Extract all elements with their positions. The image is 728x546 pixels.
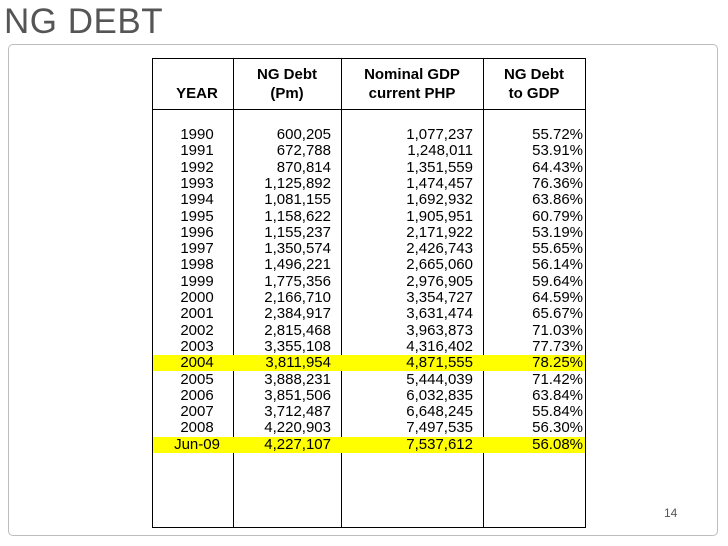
cell-debt-to-gdp: 64.43% bbox=[532, 158, 583, 176]
cell-debt-to-gdp: 60.79% bbox=[532, 207, 583, 225]
cell-nominal-gdp: 3,354,727 bbox=[406, 289, 473, 306]
header-debt-to-gdp: NG Debt to GDP bbox=[504, 66, 564, 102]
cell-ng-debt: 1,158,622 bbox=[264, 207, 331, 225]
table-row bbox=[153, 323, 585, 339]
cell-nominal-gdp: 5,444,039 bbox=[406, 370, 473, 388]
cell-ng-debt: 3,355,108 bbox=[264, 337, 331, 355]
cell-debt-to-gdp: 63.84% bbox=[532, 386, 583, 404]
cell-debt-to-gdp: 77.73% bbox=[532, 337, 583, 355]
cell-year: 1993 bbox=[180, 174, 214, 192]
cell-year: 2005 bbox=[180, 370, 214, 388]
slide-title: NG DEBT bbox=[4, 2, 164, 41]
page-number: 14 bbox=[664, 506, 678, 520]
cell-nominal-gdp: 1,077,237 bbox=[406, 126, 473, 143]
cell-debt-to-gdp: 65.67% bbox=[532, 305, 583, 323]
cell-nominal-gdp: 2,426,743 bbox=[406, 240, 473, 258]
table-row bbox=[153, 437, 585, 453]
cell-debt-to-gdp: 53.19% bbox=[532, 223, 583, 241]
table-row bbox=[153, 143, 585, 159]
table-row bbox=[153, 355, 585, 371]
cell-ng-debt: 600,205 bbox=[276, 126, 331, 143]
cell-year: 1994 bbox=[180, 191, 214, 209]
cell-debt-to-gdp: 63.86% bbox=[532, 191, 583, 209]
cell-nominal-gdp: 1,474,457 bbox=[406, 174, 473, 192]
table-row bbox=[153, 127, 585, 143]
cell-debt-to-gdp: 59.64% bbox=[532, 272, 583, 290]
header-nominal-gdp: Nominal GDP current PHP bbox=[364, 66, 460, 102]
cell-ng-debt: 3,811,954 bbox=[265, 354, 331, 372]
table-row bbox=[153, 225, 585, 241]
cell-year: 1995 bbox=[180, 207, 214, 225]
cell-ng-debt: 2,384,917 bbox=[264, 305, 331, 323]
cell-year: 1992 bbox=[180, 158, 214, 176]
cell-ng-debt: 4,227,107 bbox=[264, 435, 331, 453]
table-row bbox=[153, 290, 585, 306]
table-row bbox=[153, 339, 585, 355]
cell-ng-debt: 3,888,231 bbox=[264, 370, 331, 388]
cell-debt-to-gdp: 55.72% bbox=[532, 126, 583, 143]
table-row bbox=[153, 372, 585, 388]
cell-ng-debt: 1,081,155 bbox=[264, 191, 331, 209]
cell-ng-debt: 870,814 bbox=[276, 158, 331, 176]
cell-nominal-gdp: 2,976,905 bbox=[406, 272, 473, 290]
cell-year: 1999 bbox=[180, 272, 214, 290]
cell-debt-to-gdp: 56.30% bbox=[532, 419, 583, 437]
cell-year: 1991 bbox=[180, 142, 214, 160]
cell-year: Jun-09 bbox=[174, 435, 220, 453]
table-row bbox=[153, 274, 585, 290]
cell-debt-to-gdp: 64.59% bbox=[532, 289, 583, 306]
table-row bbox=[153, 420, 585, 436]
cell-nominal-gdp: 4,316,402 bbox=[406, 337, 473, 355]
cell-ng-debt: 1,496,221 bbox=[264, 256, 331, 274]
header-year: YEAR bbox=[176, 85, 218, 102]
cell-nominal-gdp: 2,665,060 bbox=[406, 256, 473, 274]
cell-year: 2001 bbox=[180, 305, 214, 323]
cell-nominal-gdp: 2,171,922 bbox=[406, 223, 473, 241]
cell-debt-to-gdp: 56.14% bbox=[532, 256, 583, 274]
cell-ng-debt: 2,815,468 bbox=[264, 321, 331, 339]
table-row bbox=[153, 306, 585, 322]
cell-year: 2004 bbox=[180, 354, 214, 372]
cell-year: 2006 bbox=[180, 386, 214, 404]
debt-table bbox=[152, 58, 586, 528]
cell-debt-to-gdp: 55.65% bbox=[532, 240, 583, 258]
cell-debt-to-gdp: 78.25% bbox=[532, 354, 583, 372]
cell-ng-debt: 4,220,903 bbox=[264, 419, 331, 437]
cell-nominal-gdp: 1,248,011 bbox=[407, 142, 473, 160]
table-row bbox=[153, 192, 585, 208]
cell-nominal-gdp: 6,648,245 bbox=[406, 403, 473, 421]
cell-nominal-gdp: 1,905,951 bbox=[406, 207, 473, 225]
cell-nominal-gdp: 1,692,932 bbox=[406, 191, 473, 209]
cell-ng-debt: 1,125,892 bbox=[264, 174, 331, 192]
cell-nominal-gdp: 1,351,559 bbox=[406, 158, 473, 176]
cell-year: 2002 bbox=[180, 321, 214, 339]
cell-year: 1996 bbox=[180, 223, 214, 241]
cell-ng-debt: 2,166,710 bbox=[264, 289, 331, 306]
cell-year: 2003 bbox=[180, 337, 214, 355]
cell-debt-to-gdp: 53.91% bbox=[532, 142, 583, 160]
cell-year: 1998 bbox=[180, 256, 214, 274]
header-divider bbox=[153, 109, 585, 110]
cell-ng-debt: 3,712,487 bbox=[264, 403, 331, 421]
cell-debt-to-gdp: 71.42% bbox=[532, 370, 583, 388]
cell-year: 2007 bbox=[180, 403, 214, 421]
table-row bbox=[153, 241, 585, 257]
cell-ng-debt: 1,775,356 bbox=[264, 272, 331, 290]
cell-year: 2008 bbox=[180, 419, 214, 437]
table-row bbox=[153, 209, 585, 225]
cell-ng-debt: 3,851,506 bbox=[264, 386, 331, 404]
cell-nominal-gdp: 6,032,835 bbox=[406, 386, 473, 404]
cell-year: 2000 bbox=[180, 289, 214, 306]
cell-ng-debt: 1,155,237 bbox=[264, 223, 331, 241]
cell-debt-to-gdp: 71.03% bbox=[532, 321, 583, 339]
cell-nominal-gdp: 7,537,612 bbox=[406, 435, 473, 453]
cell-ng-debt: 672,788 bbox=[276, 142, 331, 160]
cell-debt-to-gdp: 76.36% bbox=[532, 174, 583, 192]
table-row bbox=[153, 388, 585, 404]
cell-nominal-gdp: 4,871,555 bbox=[406, 354, 473, 372]
cell-year: 1997 bbox=[180, 240, 214, 258]
cell-ng-debt: 1,350,574 bbox=[264, 240, 331, 258]
cell-nominal-gdp: 3,963,873 bbox=[406, 321, 473, 339]
table-row bbox=[153, 404, 585, 420]
table-row bbox=[153, 176, 585, 192]
cell-debt-to-gdp: 55.84% bbox=[532, 403, 583, 421]
table-row bbox=[153, 257, 585, 273]
header-ng-debt: NG Debt (Pm) bbox=[257, 66, 317, 102]
cell-year: 1990 bbox=[180, 126, 214, 143]
table-row bbox=[153, 160, 585, 176]
cell-nominal-gdp: 3,631,474 bbox=[406, 305, 473, 323]
cell-nominal-gdp: 7,497,535 bbox=[406, 419, 473, 437]
cell-debt-to-gdp: 56.08% bbox=[532, 435, 583, 453]
